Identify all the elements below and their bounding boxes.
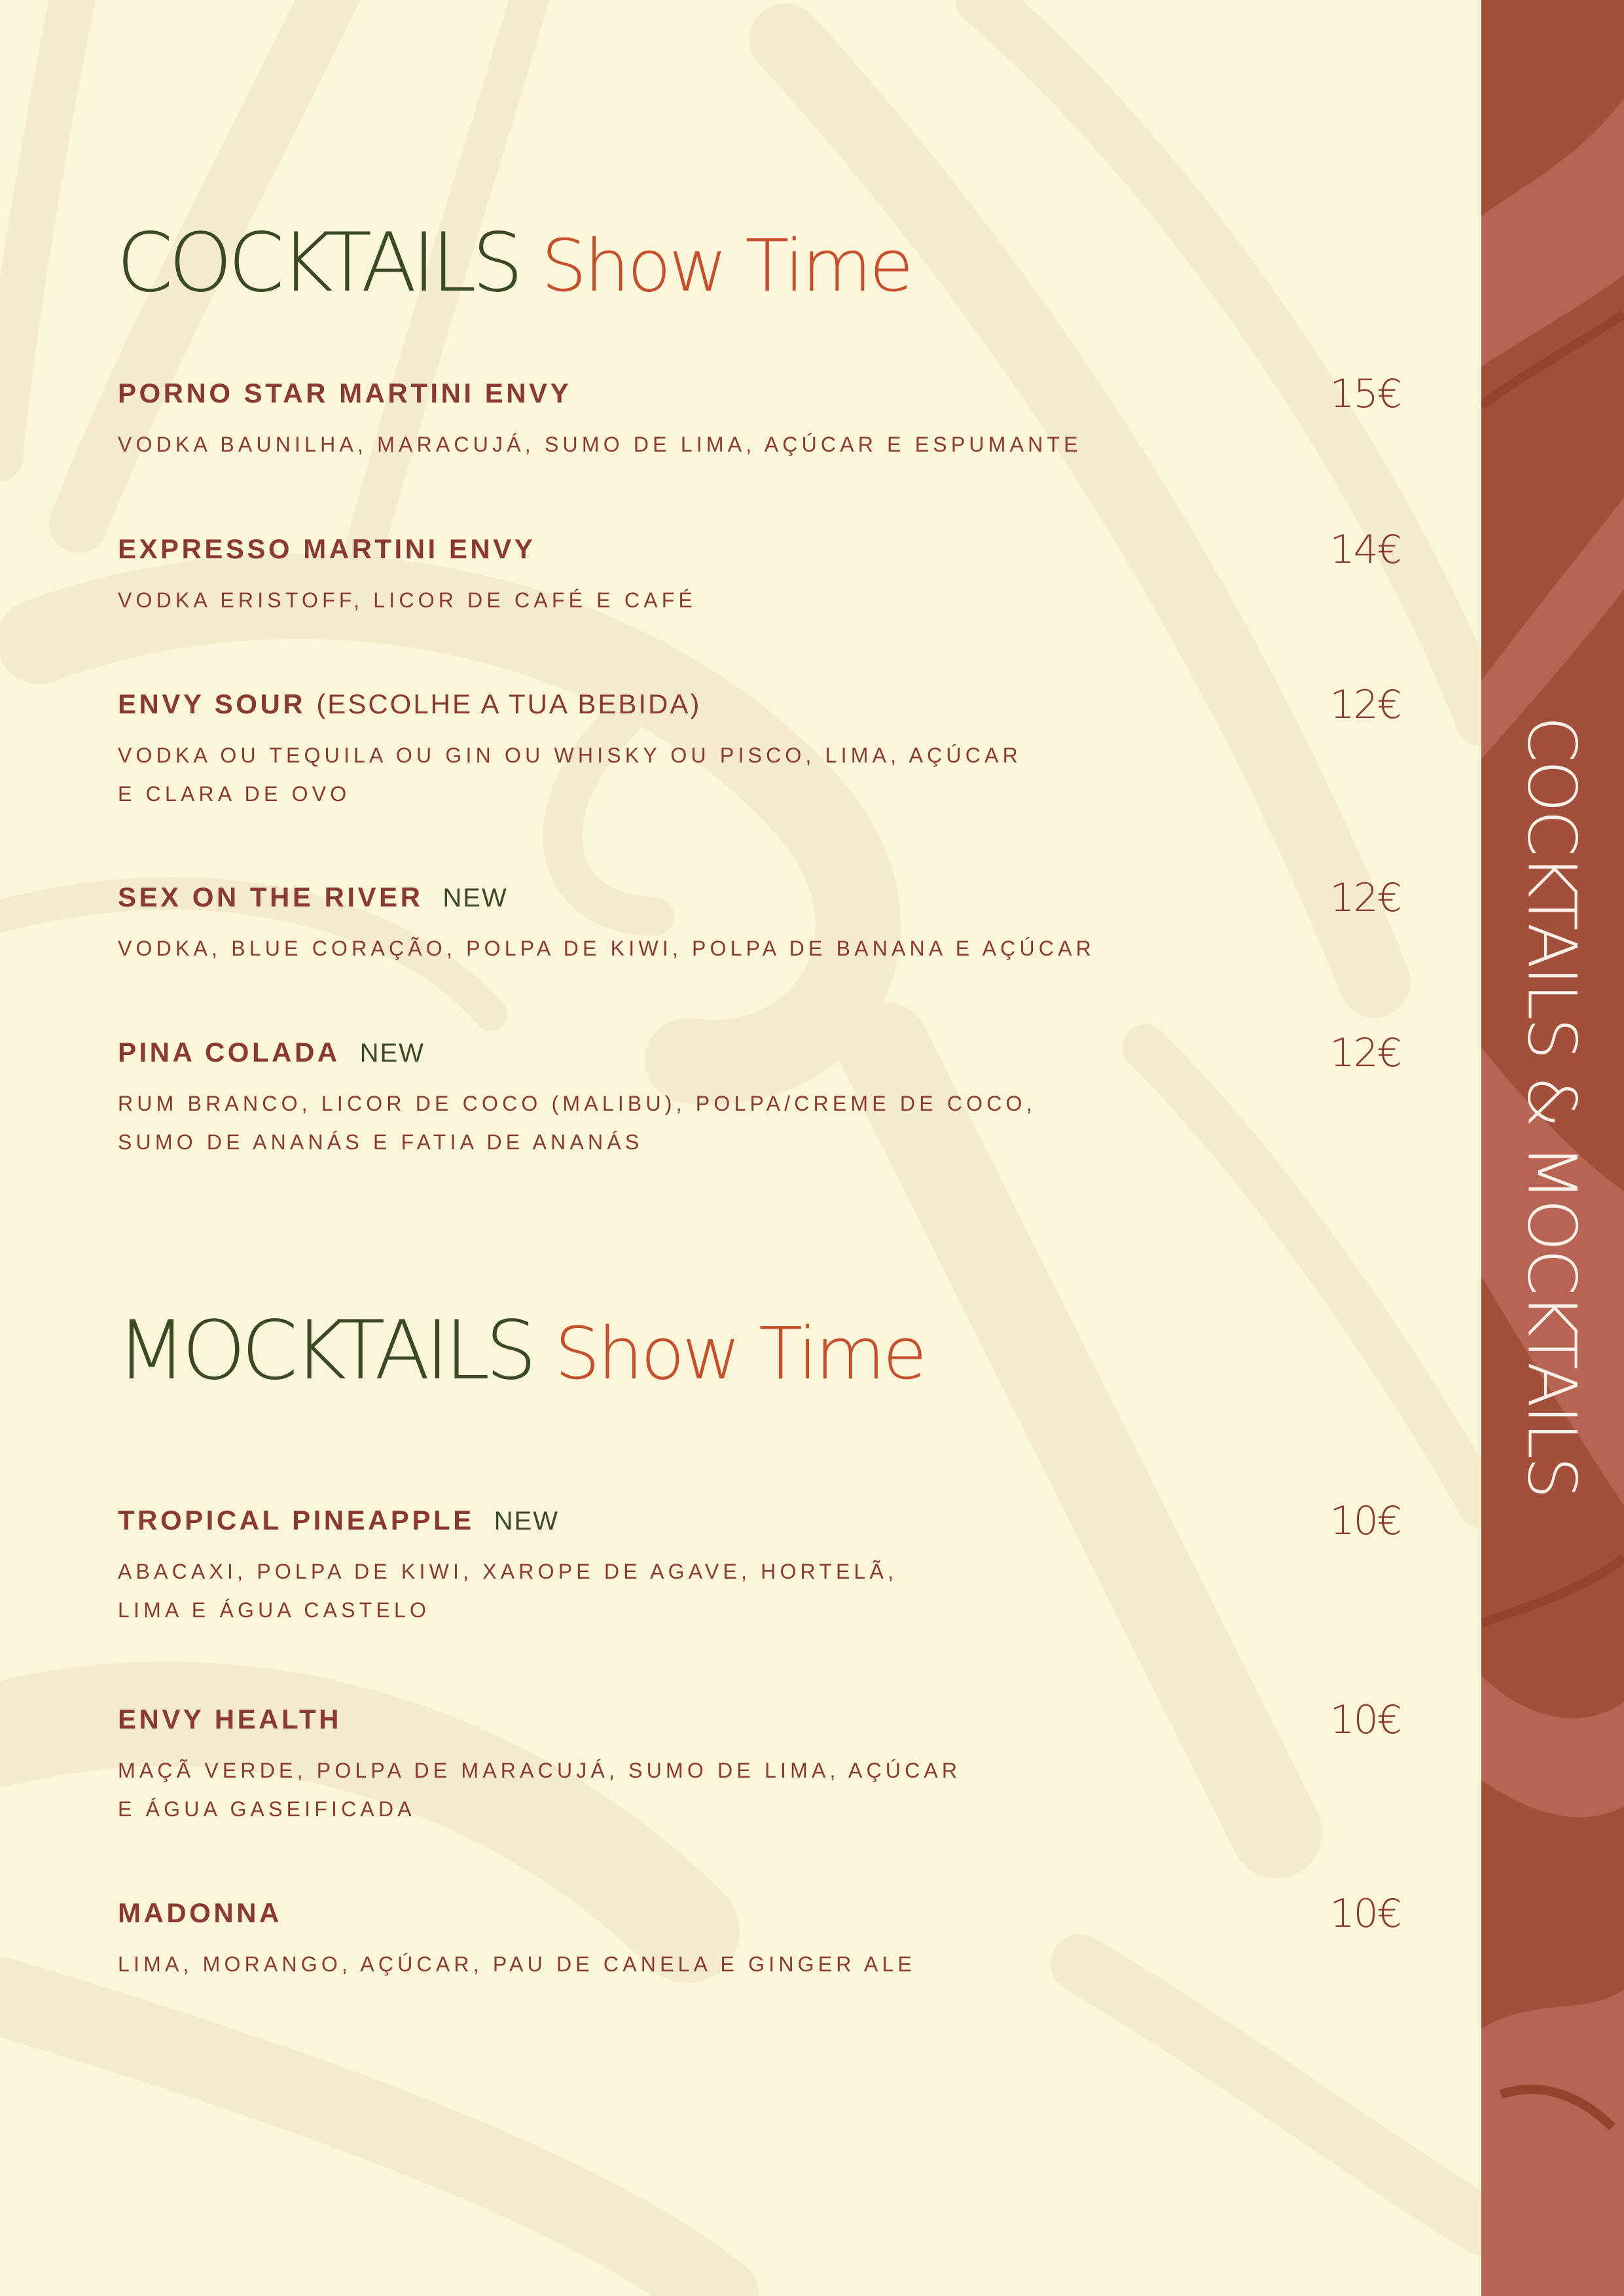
mocktails-subtitle: Show Time: [554, 1312, 925, 1395]
new-badge: NEW: [494, 1507, 559, 1535]
menu-item: [118, 1697, 1401, 1829]
cocktails-heading: COCKTAILS: [117, 216, 519, 310]
item-description-line: MAÇÃ VERDE, POLPA DE MARACUJÁ, SUMO DE LIMA, AÇÚCAR: [118, 1759, 962, 1782]
item-description-line: E ÁGUA GASEIFICADA: [118, 1797, 416, 1821]
item-price: 14€: [1329, 527, 1401, 573]
menu-item: [118, 527, 1401, 620]
item-name: PORNO STAR MARTINI ENVY: [118, 378, 572, 408]
item-name: TROPICAL PINEAPPLE: [118, 1505, 475, 1535]
item-price: 12€: [1329, 1030, 1401, 1076]
menu-item: [118, 1030, 1401, 1162]
item-description: [118, 1945, 1401, 1984]
item-description-line: VODKA BAUNILHA, MARACUJÁ, SUMO DE LIMA, AÇÚCAR E ESPUMANTE: [118, 433, 1082, 456]
item-price: 10€: [1329, 1697, 1401, 1743]
item-description: [118, 736, 1401, 814]
new-badge: NEW: [442, 884, 508, 912]
menu-item: [118, 371, 1401, 464]
item-name: MADONNA: [118, 1897, 282, 1928]
item-description: [118, 1751, 1401, 1829]
menu-item: [118, 1498, 1401, 1630]
mocktails-title: [117, 1304, 924, 1398]
item-name: ENVY SOUR: [118, 689, 306, 719]
item-description: [118, 1552, 1401, 1630]
item-description-line: VODKA OU TEQUILA OU GIN OU WHISKY OU PISCO, LIMA, AÇÚCAR: [118, 744, 1022, 767]
item-name-note: (ESCOLHE A TUA BEBIDA): [316, 689, 702, 719]
new-badge: NEW: [359, 1039, 425, 1067]
item-description-line: SUMO DE ANANÁS E FATIA DE ANANÁS: [118, 1130, 643, 1154]
item-description: [118, 1085, 1401, 1162]
side-title: COCKTAILS & MOCKTAILS: [1512, 715, 1591, 1497]
item-price: 12€: [1329, 682, 1401, 728]
item-description-line: ABACAXI, POLPA DE KIWI, XAROPE DE AGAVE, HORTELÃ,: [118, 1560, 898, 1583]
item-description-line: E CLARA DE OVO: [118, 782, 351, 806]
menu-item: [118, 682, 1401, 814]
item-description-line: VODKA ERISTOFF, LICOR DE CAFÉ E CAFÉ: [118, 588, 697, 612]
item-name: PINA COLADA: [118, 1037, 340, 1067]
item-description: [118, 425, 1401, 464]
cocktails-title: [117, 216, 911, 310]
item-price: 10€: [1329, 1891, 1401, 1937]
item-description-line: LIMA, MORANGO, AÇÚCAR, PAU DE CANELA E GINGER ALE: [118, 1952, 916, 1976]
item-description-line: VODKA, BLUE CORAÇÃO, POLPA DE KIWI, POLPA DE BANANA E AÇÚCAR: [118, 937, 1095, 960]
item-price: 12€: [1329, 875, 1401, 921]
menu-item: [118, 875, 1401, 968]
item-description-line: LIMA E ÁGUA CASTELO: [118, 1598, 431, 1622]
item-price: 15€: [1329, 371, 1401, 417]
menu-item: [118, 1891, 1401, 1984]
item-description-line: RUM BRANCO, LICOR DE COCO (MALIBU), POLPA/CREME DE COCO,: [118, 1092, 1036, 1115]
item-price: 10€: [1329, 1498, 1401, 1544]
item-name: EXPRESSO MARTINI ENVY: [118, 533, 536, 564]
item-name: ENVY HEALTH: [118, 1704, 342, 1734]
cocktails-subtitle: Show Time: [541, 224, 911, 308]
item-description: [118, 929, 1401, 968]
item-description: [118, 581, 1401, 620]
item-name: SEX ON THE RIVER: [118, 882, 424, 912]
mocktails-heading: MOCKTAILS: [117, 1304, 533, 1398]
